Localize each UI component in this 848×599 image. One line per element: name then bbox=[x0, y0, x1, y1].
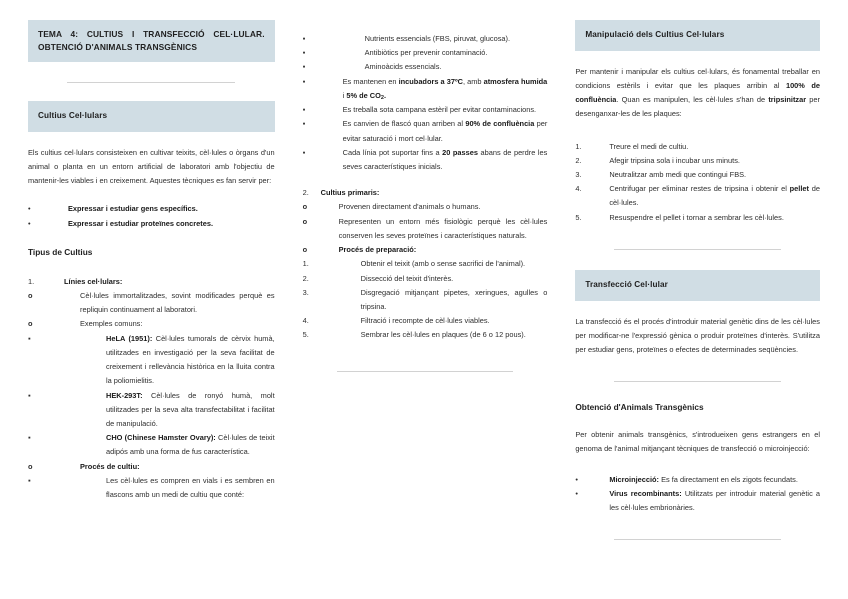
step-text: Disgregació mitjançant pipetes, xeringues, agulles o tripsina. bbox=[360, 287, 548, 311]
marker-circle-icon: o bbox=[28, 291, 33, 301]
paragraph-obtencio: Per obtenir animals transgènics, s'introdueixen gens estrangers en el genoma de l'animal mitjançant tècniques de transfecció o microinjecció: bbox=[575, 430, 820, 454]
list-item bbox=[303, 243, 548, 257]
list-item bbox=[28, 217, 275, 231]
bullet-square-icon: ▪ bbox=[28, 333, 31, 343]
divider-middle-bottom bbox=[337, 371, 513, 372]
list-item bbox=[303, 286, 548, 314]
list-item bbox=[575, 154, 820, 168]
list-item bbox=[28, 332, 275, 389]
note-3-text: Cada línia pot suportar fins a 20 passes abans de perdre les seves característiques inicials. bbox=[342, 147, 548, 171]
list-item bbox=[575, 140, 820, 154]
paragraph-intro: Els cultius cel·lulars consisteixen en cultivar teixits, cèl·lules o òrgans d'un animal o planta en un entorn artificial de laboratori amb l'objectiu de mantenir-les viables i en creixement. Aquestes tècniques es fan servir per: bbox=[28, 147, 275, 186]
document-title-line1: TEMA 4: CULTIUS I TRANSFECCIÓ CEL·LULAR. bbox=[38, 29, 265, 39]
list-item bbox=[28, 317, 275, 331]
marker-number: 3. bbox=[575, 170, 582, 180]
marker-number: 3. bbox=[302, 287, 309, 297]
bullet-disc-icon: • bbox=[28, 218, 31, 228]
method-name: Microinjecció: bbox=[609, 474, 660, 484]
marker-number: 1. bbox=[302, 259, 309, 269]
item-text: Aminoàcids essencials. bbox=[364, 62, 442, 72]
item-text: Antibiòtics per prevenir contaminació. bbox=[364, 48, 488, 58]
column-right bbox=[561, 20, 834, 589]
list-item bbox=[303, 186, 548, 200]
marker-circle-icon: o bbox=[302, 202, 308, 212]
list-item bbox=[303, 75, 548, 103]
marker-number: 5. bbox=[302, 330, 309, 340]
list-item bbox=[28, 275, 275, 289]
item-text: Representen un entorn més fisiològic perquè les cèl·lules conserven les seves proteïnes i característiques naturals. bbox=[338, 216, 548, 240]
bullet-square-icon: ▪ bbox=[302, 119, 306, 129]
heading-transfeccio: Transfecció Cel·lular bbox=[575, 270, 820, 301]
list-objectius bbox=[28, 202, 275, 230]
list-item bbox=[303, 328, 548, 342]
list-item bbox=[28, 389, 275, 432]
step-text: Afegir tripsina sola i incubar uns minuts. bbox=[609, 155, 740, 165]
list-linies-cellulars bbox=[28, 289, 275, 332]
item-text: Provenen directament d'animals o humans. bbox=[338, 202, 481, 212]
step-text: Centrifugar per eliminar restes de tripsina i obtenir el pellet de cèl·lules. bbox=[609, 184, 820, 208]
list-item bbox=[28, 202, 275, 216]
list-item bbox=[575, 487, 820, 515]
item-text: Exemples comuns: bbox=[80, 319, 143, 329]
document-title-line2: OBTENCIÓ D'ANIMALS TRANSGÈNICS bbox=[38, 42, 198, 53]
bullet-text: Expressar i estudiar gens específics. bbox=[68, 204, 198, 214]
bullet-square-icon: ▪ bbox=[28, 475, 31, 485]
bullet-square-icon: ▪ bbox=[302, 105, 306, 115]
document-title bbox=[28, 20, 275, 62]
item-text: Nutrients essencials (FBS, piruvat, glucosa). bbox=[364, 34, 511, 43]
bullet-square-icon: ▪ bbox=[28, 390, 31, 400]
bullet-square-icon: ▪ bbox=[302, 76, 306, 86]
step-text: Sembrar les cèl·lules en plaques (de 6 o 12 pous). bbox=[360, 330, 526, 340]
list-item bbox=[575, 473, 820, 487]
item-text: Cèl·lules immortalitzades, sovint modificades perquè es repliquin continuament al laboratori. bbox=[80, 291, 275, 315]
marker-number: 1. bbox=[575, 141, 582, 151]
marker-circle-icon: o bbox=[302, 245, 308, 255]
note-2-text: Es canvien de flascó quan arriben al 90% de confluència per evitar saturació i mort cel·lular. bbox=[342, 119, 548, 143]
method-text: Es fa directament en els zigots fecundats. bbox=[659, 474, 798, 484]
list-item bbox=[575, 168, 820, 182]
marker-number: 1. bbox=[28, 276, 35, 286]
example-text: Cèl·lules de ronyó humà, molt utilitzades per la seva alta transfectabilitat i facilitat de manipulació. bbox=[106, 390, 275, 429]
divider-right-3 bbox=[614, 539, 780, 540]
marker-number: 2. bbox=[302, 188, 309, 198]
list-tipus-cultius bbox=[28, 275, 275, 289]
list-item bbox=[303, 32, 548, 46]
list-item bbox=[303, 215, 548, 243]
list-item bbox=[28, 474, 275, 502]
step-text: Obtenir el teixit (amb o sense sacrifici de l'animal). bbox=[360, 259, 526, 269]
heading-cultius-cellulars: Cultius Cel·lulars bbox=[28, 101, 275, 132]
step-text: Treure el medi de cultiu. bbox=[609, 141, 689, 151]
item-title: Procés de preparació: bbox=[338, 245, 417, 255]
marker-circle-icon: o bbox=[302, 216, 308, 226]
bullet-disc-icon: • bbox=[575, 488, 578, 498]
example-text: Cèl·lules de teixit adipós amb una forma de fus característica. bbox=[106, 433, 275, 457]
step-text: Dissecció del teixit d'interès. bbox=[360, 273, 454, 283]
marker-circle-icon: o bbox=[28, 319, 33, 329]
bullet-square-icon: ▪ bbox=[302, 48, 306, 58]
bullet-square-icon: ▪ bbox=[302, 147, 306, 157]
column-middle bbox=[289, 20, 562, 589]
example-name: HeLA (1951): bbox=[106, 333, 153, 343]
list-item bbox=[303, 314, 548, 328]
bullet-disc-icon: • bbox=[28, 204, 31, 214]
heading-manipulacio: Manipulació dels Cultius Cel·lulars bbox=[575, 20, 820, 51]
note-0-text: Es mantenen en incubadors a 37ºC, amb atmosfera humida i 5% de $CO_2$. bbox=[342, 76, 548, 102]
list-item bbox=[575, 211, 820, 225]
list-item bbox=[303, 46, 548, 60]
list-proces-cultiu bbox=[28, 460, 275, 503]
marker-number: 2. bbox=[575, 155, 582, 165]
example-name: CHO (Chinese Hamster Ovary): bbox=[106, 433, 216, 443]
item-title: Línies cel·lulars: bbox=[64, 276, 123, 286]
list-item bbox=[28, 289, 275, 317]
list-metodes bbox=[575, 473, 820, 516]
paragraph-transfeccio: La transfecció és el procés d'introduir material genètic dins de les cèl·lules per modificar-ne l'expressió gènica o produir proteïnes d'interès. S'utilitza per estudiar gens, proteïnes o efectes de determinades seqüències. bbox=[575, 316, 820, 355]
marker-circle-icon: o bbox=[28, 461, 33, 471]
list-item bbox=[303, 117, 548, 145]
bullet-disc-icon: • bbox=[575, 474, 578, 484]
list-item bbox=[303, 257, 548, 271]
list-item bbox=[303, 200, 548, 214]
subheading-tipus-de-cultius: Tipus de Cultius bbox=[28, 246, 93, 257]
method-text: Utilitzats per introduir material genètic a les cèl·lules embrionàries. bbox=[609, 488, 821, 513]
item-title: Procés de cultiu: bbox=[80, 461, 140, 471]
item-title: Cultius primaris: bbox=[320, 188, 380, 198]
bullet-square-icon: ▪ bbox=[302, 34, 306, 43]
example-name: HEK-293T: bbox=[106, 390, 143, 400]
step-text: Filtració i recompte de cèl·lules viables. bbox=[360, 316, 490, 326]
note-1-text: Es treballa sota campana estèril per evitar contaminacions. bbox=[342, 105, 537, 115]
example-text: Cèl·lules tumorals de cèrvix humà, utilitzades en investigació per la seva facilitat de creixement i rellevància històrica en la lluita contra la poliomielitis. bbox=[106, 333, 275, 386]
step-text: Resuspendre el pellet i tornar a sembrar les cèl·lules. bbox=[609, 212, 784, 222]
method-name: Virus recombinants: bbox=[609, 488, 682, 498]
bullet-square-icon: ▪ bbox=[302, 62, 306, 72]
marker-number: 5. bbox=[575, 212, 582, 222]
list-prep-steps bbox=[303, 257, 548, 342]
list-exemples-comuns bbox=[28, 332, 275, 460]
list-item bbox=[303, 146, 548, 174]
paragraph-manipulacio: Per mantenir i manipular els cultius cel·lulars, és fonamental treballar en condicions estèrils i evitar que les plaques arribin al 100% de confluència. Quan es manipulen, les cèl·lules s'han de tripsinitzar per desenganxar-les de les plaques: bbox=[575, 66, 820, 119]
step-text: Neutralitzar amb medi que contingui FBS. bbox=[609, 170, 747, 180]
list-item bbox=[303, 60, 548, 74]
bullet-text: Expressar i estudiar proteïnes concretes. bbox=[68, 218, 214, 228]
column-left bbox=[14, 20, 289, 589]
list-item bbox=[303, 272, 548, 286]
marker-number: 4. bbox=[575, 184, 582, 194]
heading-obtencio-animals: Obtenció d'Animals Transgènics bbox=[575, 402, 704, 413]
item-text: Les cèl·lules es compren en vials i es sembren en flascons amb un medi de cultiu que conté: bbox=[106, 475, 275, 500]
list-item bbox=[575, 182, 820, 210]
marker-number: 4. bbox=[302, 316, 309, 326]
list-cultius-primaris bbox=[303, 186, 548, 257]
list-tripsinitzacio-steps bbox=[575, 140, 820, 225]
list-culture-notes bbox=[303, 75, 548, 175]
marker-number: 2. bbox=[302, 273, 309, 283]
list-item bbox=[303, 103, 548, 117]
bullet-square-icon: ▪ bbox=[28, 433, 31, 443]
list-item bbox=[28, 431, 275, 459]
list-medi-components bbox=[303, 32, 548, 75]
list-item bbox=[28, 460, 275, 474]
